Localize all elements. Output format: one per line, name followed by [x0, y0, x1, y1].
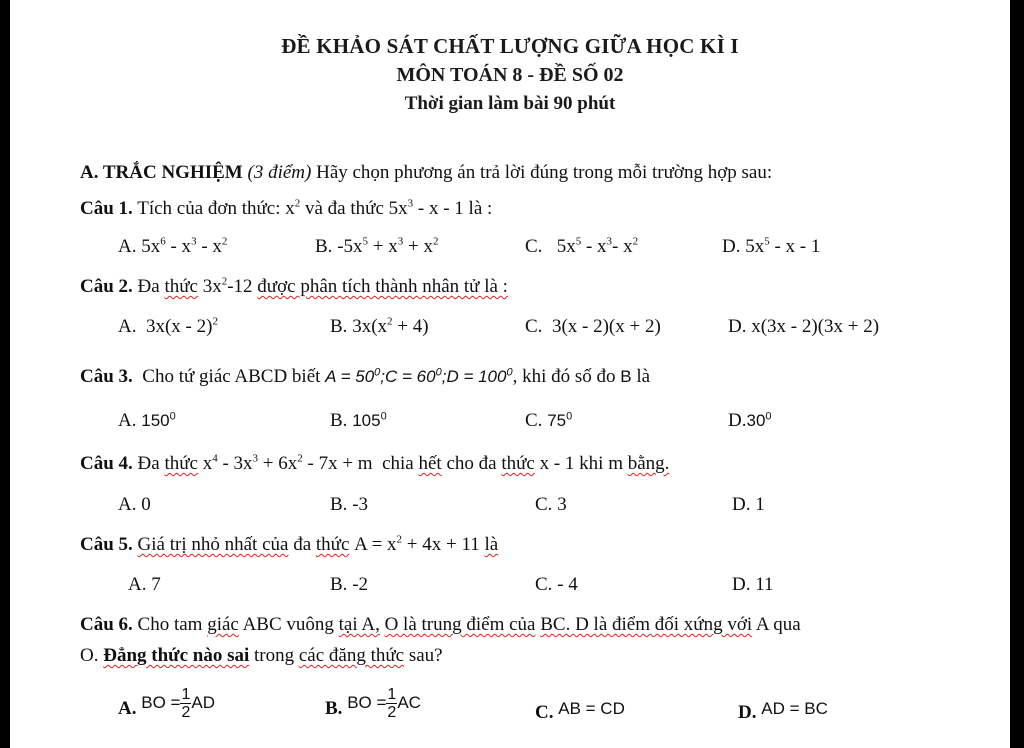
- question-text: Đa: [137, 276, 160, 297]
- angle-givens: $A = 50^0;C$ = $60^0;D = 100^0$: [325, 366, 513, 386]
- question-text: Cho tứ giác ABCD biết: [142, 366, 321, 387]
- question-label: Câu 1.: [80, 198, 133, 219]
- question-text: thức: [164, 276, 198, 297]
- question-text: Tích của đơn thức:: [137, 198, 281, 219]
- polynomial: $3x^2-12$: [202, 275, 253, 297]
- monomial: $x^2$: [285, 197, 301, 219]
- question-text: chia: [382, 453, 414, 474]
- q4-option-a[interactable]: A. 0: [118, 494, 151, 515]
- question-6-line-2: [80, 645, 443, 667]
- question-text: Đa: [137, 453, 160, 474]
- exam-time: Thời gian làm bài 90 phút: [404, 93, 616, 114]
- question-label: Câu 6.: [80, 614, 133, 635]
- question-text: tại A,: [338, 614, 380, 635]
- question-emphasis: Đẳng thức nào sai: [103, 645, 250, 666]
- question-text: O là trung điểm của: [384, 614, 536, 635]
- section-label: A. TRẮC NGHIỆM: [80, 162, 243, 183]
- q1-option-b[interactable]: B. $-5x^5 + x^3 + x^2$: [315, 235, 439, 257]
- fraction-one-half: $\frac{1}{2}$: [181, 686, 191, 721]
- question-text: là :: [468, 198, 493, 219]
- question-text: Giá trị nhỏ nhất của: [137, 534, 289, 555]
- q3-option-d[interactable]: $D.30^0$: [728, 410, 772, 431]
- q6-option-b[interactable]: B. BO = $\frac{1}{2}$ AC: [325, 686, 421, 721]
- question-5: [80, 534, 498, 556]
- q5-option-b[interactable]: B. -2: [330, 574, 369, 595]
- q4-option-d[interactable]: D. 1: [732, 494, 765, 515]
- question-1: [80, 198, 492, 220]
- q1-option-a[interactable]: A. $5x^6 - x^3 - x^2$: [118, 235, 228, 257]
- polynomial: $x^4 - 3x^3 + 6x^2 - 7x + m$: [202, 452, 373, 474]
- q2-option-d[interactable]: D. x(3x - 2)(3x + 2): [728, 316, 880, 337]
- q1-option-d[interactable]: D. $5x^5$ - x - 1: [722, 235, 821, 257]
- question-text: các đăng thức: [298, 645, 405, 666]
- question-label: Câu 5.: [80, 534, 133, 555]
- angle-b: B: [620, 367, 632, 386]
- q4-option-b[interactable]: B. -3: [330, 494, 369, 515]
- question-text: x - 1 khi m: [539, 453, 623, 474]
- question-text: là: [636, 366, 651, 387]
- question-text: được phân tích thành nhân tử là :: [257, 276, 508, 297]
- q4-option-c[interactable]: C. 3: [535, 494, 567, 515]
- q2-option-a[interactable]: A. 3x(x - 2)$^2$: [118, 315, 218, 337]
- question-text: sau?: [408, 645, 443, 666]
- question-text: cho đa: [446, 453, 497, 474]
- question-text: đa: [293, 534, 312, 555]
- q5-option-c[interactable]: C. - 4: [535, 574, 578, 595]
- question-label: Câu 3.: [80, 366, 133, 387]
- q3-option-a[interactable]: A. $150^0$: [118, 410, 176, 431]
- question-text: giác: [207, 614, 239, 635]
- q5-option-a[interactable]: A. 7: [128, 574, 161, 595]
- exam-title: ĐỀ KHẢO SÁT CHẤT LƯỢNG GIỮA HỌC KÌ I: [281, 34, 739, 58]
- q6-option-d[interactable]: D. AD = BC: [738, 699, 828, 723]
- section-instruction: Hãy chọn phương án trả lời đúng trong mỗi trường hợp sau:: [316, 162, 773, 183]
- q6-option-a[interactable]: A. BO = $\frac{1}{2}$ AD: [118, 686, 215, 721]
- question-text: thức: [501, 453, 535, 474]
- document-page: [10, 0, 1010, 748]
- question-text: thức: [315, 534, 350, 555]
- question-label: Câu 4.: [80, 453, 133, 474]
- question-text: hết: [418, 453, 442, 474]
- q6-option-c[interactable]: C. AB = CD: [535, 699, 625, 723]
- question-text: là: [484, 534, 499, 555]
- question-6: [80, 614, 801, 636]
- polynomial: $A = x^2 + 4x + 11$: [354, 533, 480, 555]
- question-3: [80, 366, 650, 388]
- fraction-one-half: $\frac{1}{2}$: [387, 686, 397, 721]
- question-2: [80, 276, 508, 298]
- question-4: [80, 453, 669, 475]
- question-text: ABC vuông: [242, 614, 334, 635]
- question-text: và đa thức: [305, 198, 384, 219]
- polynomial: $5x^3$ - x - 1: [388, 197, 464, 219]
- question-text: BC. D là điểm đối xứng với: [540, 614, 753, 635]
- left-black-border: [0, 0, 10, 748]
- q3-option-c[interactable]: C. $75^0$: [525, 410, 573, 431]
- question-text: A qua: [755, 614, 801, 635]
- q2-option-b[interactable]: B. $3x(x^2 + 4)$: [330, 315, 429, 337]
- exam-subject: MÔN TOÁN 8 - ĐỀ SỐ 02: [396, 64, 624, 86]
- question-text: thức: [164, 453, 198, 474]
- q1-option-c[interactable]: C. $5x^5 - x^3-$ $x^2$: [525, 235, 639, 257]
- q2-option-c[interactable]: C. 3(x - 2)(x + 2): [525, 316, 661, 337]
- right-black-border: [1010, 0, 1024, 748]
- question-text: trong: [254, 645, 295, 666]
- section-points: (3 điểm): [247, 162, 312, 183]
- question-text: O.: [80, 645, 99, 666]
- section-heading: [80, 162, 772, 184]
- q5-option-d[interactable]: D. 11: [732, 574, 774, 595]
- question-label: Câu 2.: [80, 276, 133, 297]
- q3-option-b[interactable]: B. $105^0$: [330, 410, 387, 431]
- question-text: , khi đó số đo: [512, 366, 616, 387]
- question-text: Cho tam: [137, 614, 203, 635]
- question-text: bằng.: [627, 453, 670, 474]
